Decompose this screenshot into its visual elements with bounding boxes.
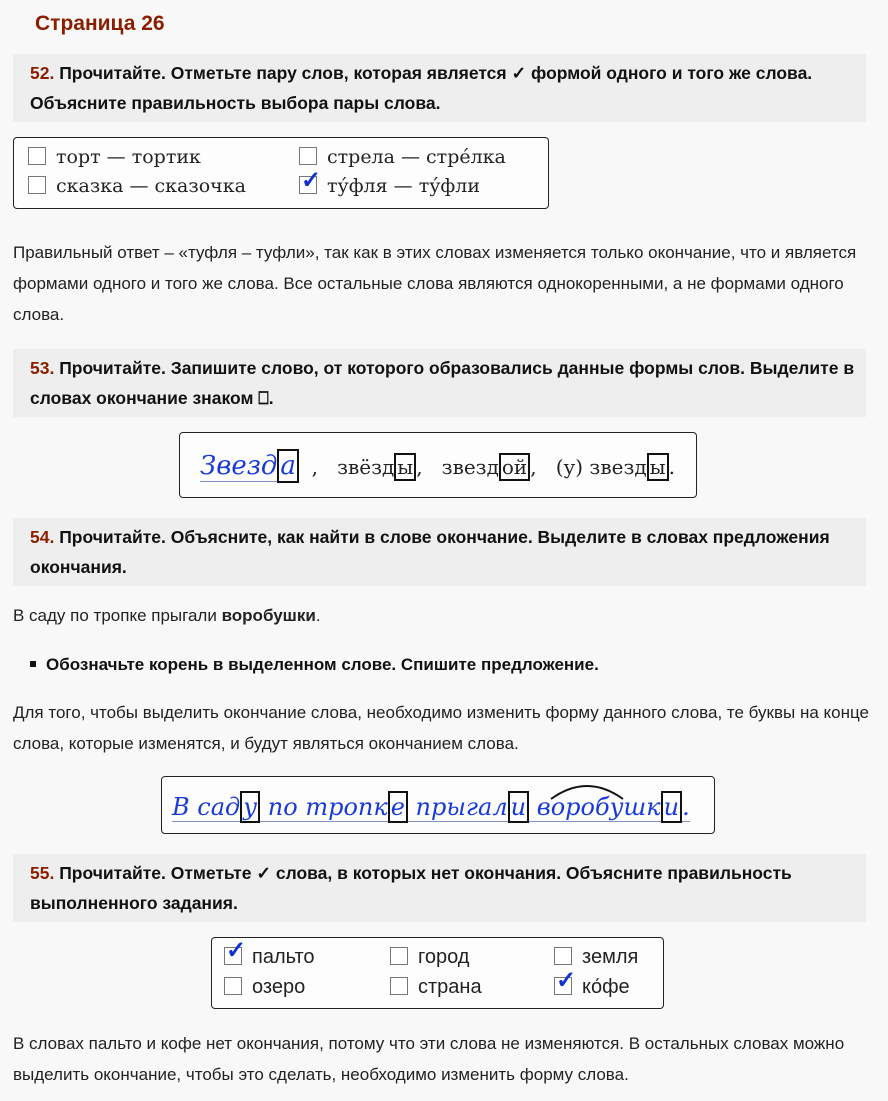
- page-title: Страница 26: [35, 12, 165, 35]
- checkbox: [28, 147, 46, 165]
- sep: ,: [530, 455, 537, 479]
- exercise-54-box: [161, 776, 715, 834]
- stem: звёзд: [337, 455, 395, 479]
- task-53: [13, 349, 866, 417]
- ending: и: [508, 791, 529, 823]
- word-text: озеро: [252, 976, 306, 998]
- word-forms: Звезд а , звёзд ы , звезд ой , (у) звезд ы .: [200, 451, 675, 481]
- sentence-54: [13, 600, 873, 631]
- checkbox: [390, 947, 408, 965]
- task-52: [13, 54, 866, 122]
- pair-item: [28, 146, 201, 168]
- sep: ,: [416, 455, 423, 479]
- word-item: [390, 946, 469, 969]
- checkbox: [390, 977, 408, 995]
- word-text: город: [418, 946, 470, 968]
- exercise-53-box: [179, 432, 697, 498]
- pair-item: [299, 146, 506, 168]
- task-54: [13, 518, 866, 586]
- word-text: ко́фе: [582, 976, 630, 998]
- word-item: [554, 946, 638, 969]
- bullet-instruction: [30, 649, 888, 680]
- task-number: 54.: [30, 527, 55, 547]
- task-text: Прочитайте. Запишите слово, от которого образовались данные формы слов. Выделите в словах окончание знаком ⎕.: [30, 358, 855, 408]
- pair-text: ту́фля — ту́фли: [327, 175, 480, 197]
- pair-text: торт — тортик: [56, 146, 201, 168]
- pair-text: сказка — сказочка: [56, 175, 246, 197]
- bullet-text: Обозначьте корень в выделенном слове. Спишите предложение.: [46, 655, 599, 674]
- pair-item: [299, 165, 480, 197]
- stem: В сад: [172, 793, 241, 821]
- ending: ы: [394, 453, 416, 481]
- sentence-text: В саду по тропке прыгали: [13, 606, 222, 625]
- stem: по тропк: [267, 793, 388, 821]
- stem: Звезд: [200, 451, 278, 481]
- sep: .: [668, 455, 675, 479]
- ending: у: [240, 791, 260, 823]
- task-number: 55.: [30, 863, 55, 883]
- stem: прыгал: [415, 793, 508, 821]
- checkbox: [299, 147, 317, 165]
- checkbox: [224, 977, 242, 995]
- task-55: [13, 854, 866, 922]
- stem: (у) звезд: [555, 455, 647, 479]
- checkbox: [28, 176, 46, 194]
- checkbox: [554, 967, 577, 995]
- bullet-icon: [30, 661, 36, 667]
- word-item: [390, 976, 482, 999]
- answer-54: Для того, чтобы выделить окончание слова, необходимо изменить форму данного слова, те буквы на конце слова, которые изменятся, и будут являться окончанием слова.: [13, 703, 869, 753]
- checkmark-icon: ✓: [301, 165, 322, 194]
- task-number: 53.: [30, 358, 55, 378]
- sentence-end: .: [315, 606, 321, 625]
- exercise-55-box: [211, 937, 664, 1009]
- handwritten-word: [200, 451, 299, 482]
- handwritten-sentence: В сад у по тропк е прыгал и воробушк и .: [172, 793, 690, 821]
- word-text: земля: [582, 946, 639, 968]
- pair-item: [28, 175, 246, 197]
- answer-52: Правильный ответ – «туфля – туфли», так как в этих словах изменяется только окончание, что и является формами одного и того же слова. Все остальные слова являются однокоренными, а не формами одного слова.: [13, 243, 857, 324]
- ending: е: [388, 791, 408, 823]
- task-text: Прочитайте. Отметьте ✓ слова, в которых нет окончания. Объясните правильность выполненного задания.: [30, 863, 792, 913]
- task-text: Прочитайте. Отметьте пару слов, которая является ✓ формой одного и того же слова. Объясните правильность выбора пары слова.: [30, 63, 813, 113]
- ending: ой: [499, 453, 530, 481]
- task-number: 52.: [30, 63, 55, 83]
- checkbox: [554, 947, 572, 965]
- checkmark-icon: ✓: [226, 937, 247, 964]
- bold-word: воробушки: [221, 606, 316, 625]
- task-text: Прочитайте. Объясните, как найти в слове окончание. Выделите в словах предложения окончания.: [30, 527, 830, 577]
- checkmark-icon: ✓: [556, 967, 577, 994]
- stem: воробушк: [536, 793, 661, 821]
- ending: а: [277, 449, 299, 483]
- exercise-52-box: [13, 137, 549, 209]
- checkbox: [224, 937, 247, 965]
- checkbox: [299, 165, 322, 194]
- word-text: пальто: [252, 946, 315, 968]
- pair-text: стрела — стре́лка: [327, 146, 506, 168]
- word-item: [554, 967, 630, 999]
- answer-55: В словах пальто и кофе нет окончания, потому что эти слова не изменяются. В остальных словах можно выделить окончание, чтобы это сделать, необходимо изменить форму слова.: [13, 1034, 845, 1084]
- word-item: [224, 976, 305, 999]
- stem: звезд: [441, 455, 499, 479]
- ending: ы: [647, 453, 669, 481]
- word-item: [224, 937, 315, 969]
- word-text: страна: [418, 976, 482, 998]
- ending: и: [661, 791, 682, 823]
